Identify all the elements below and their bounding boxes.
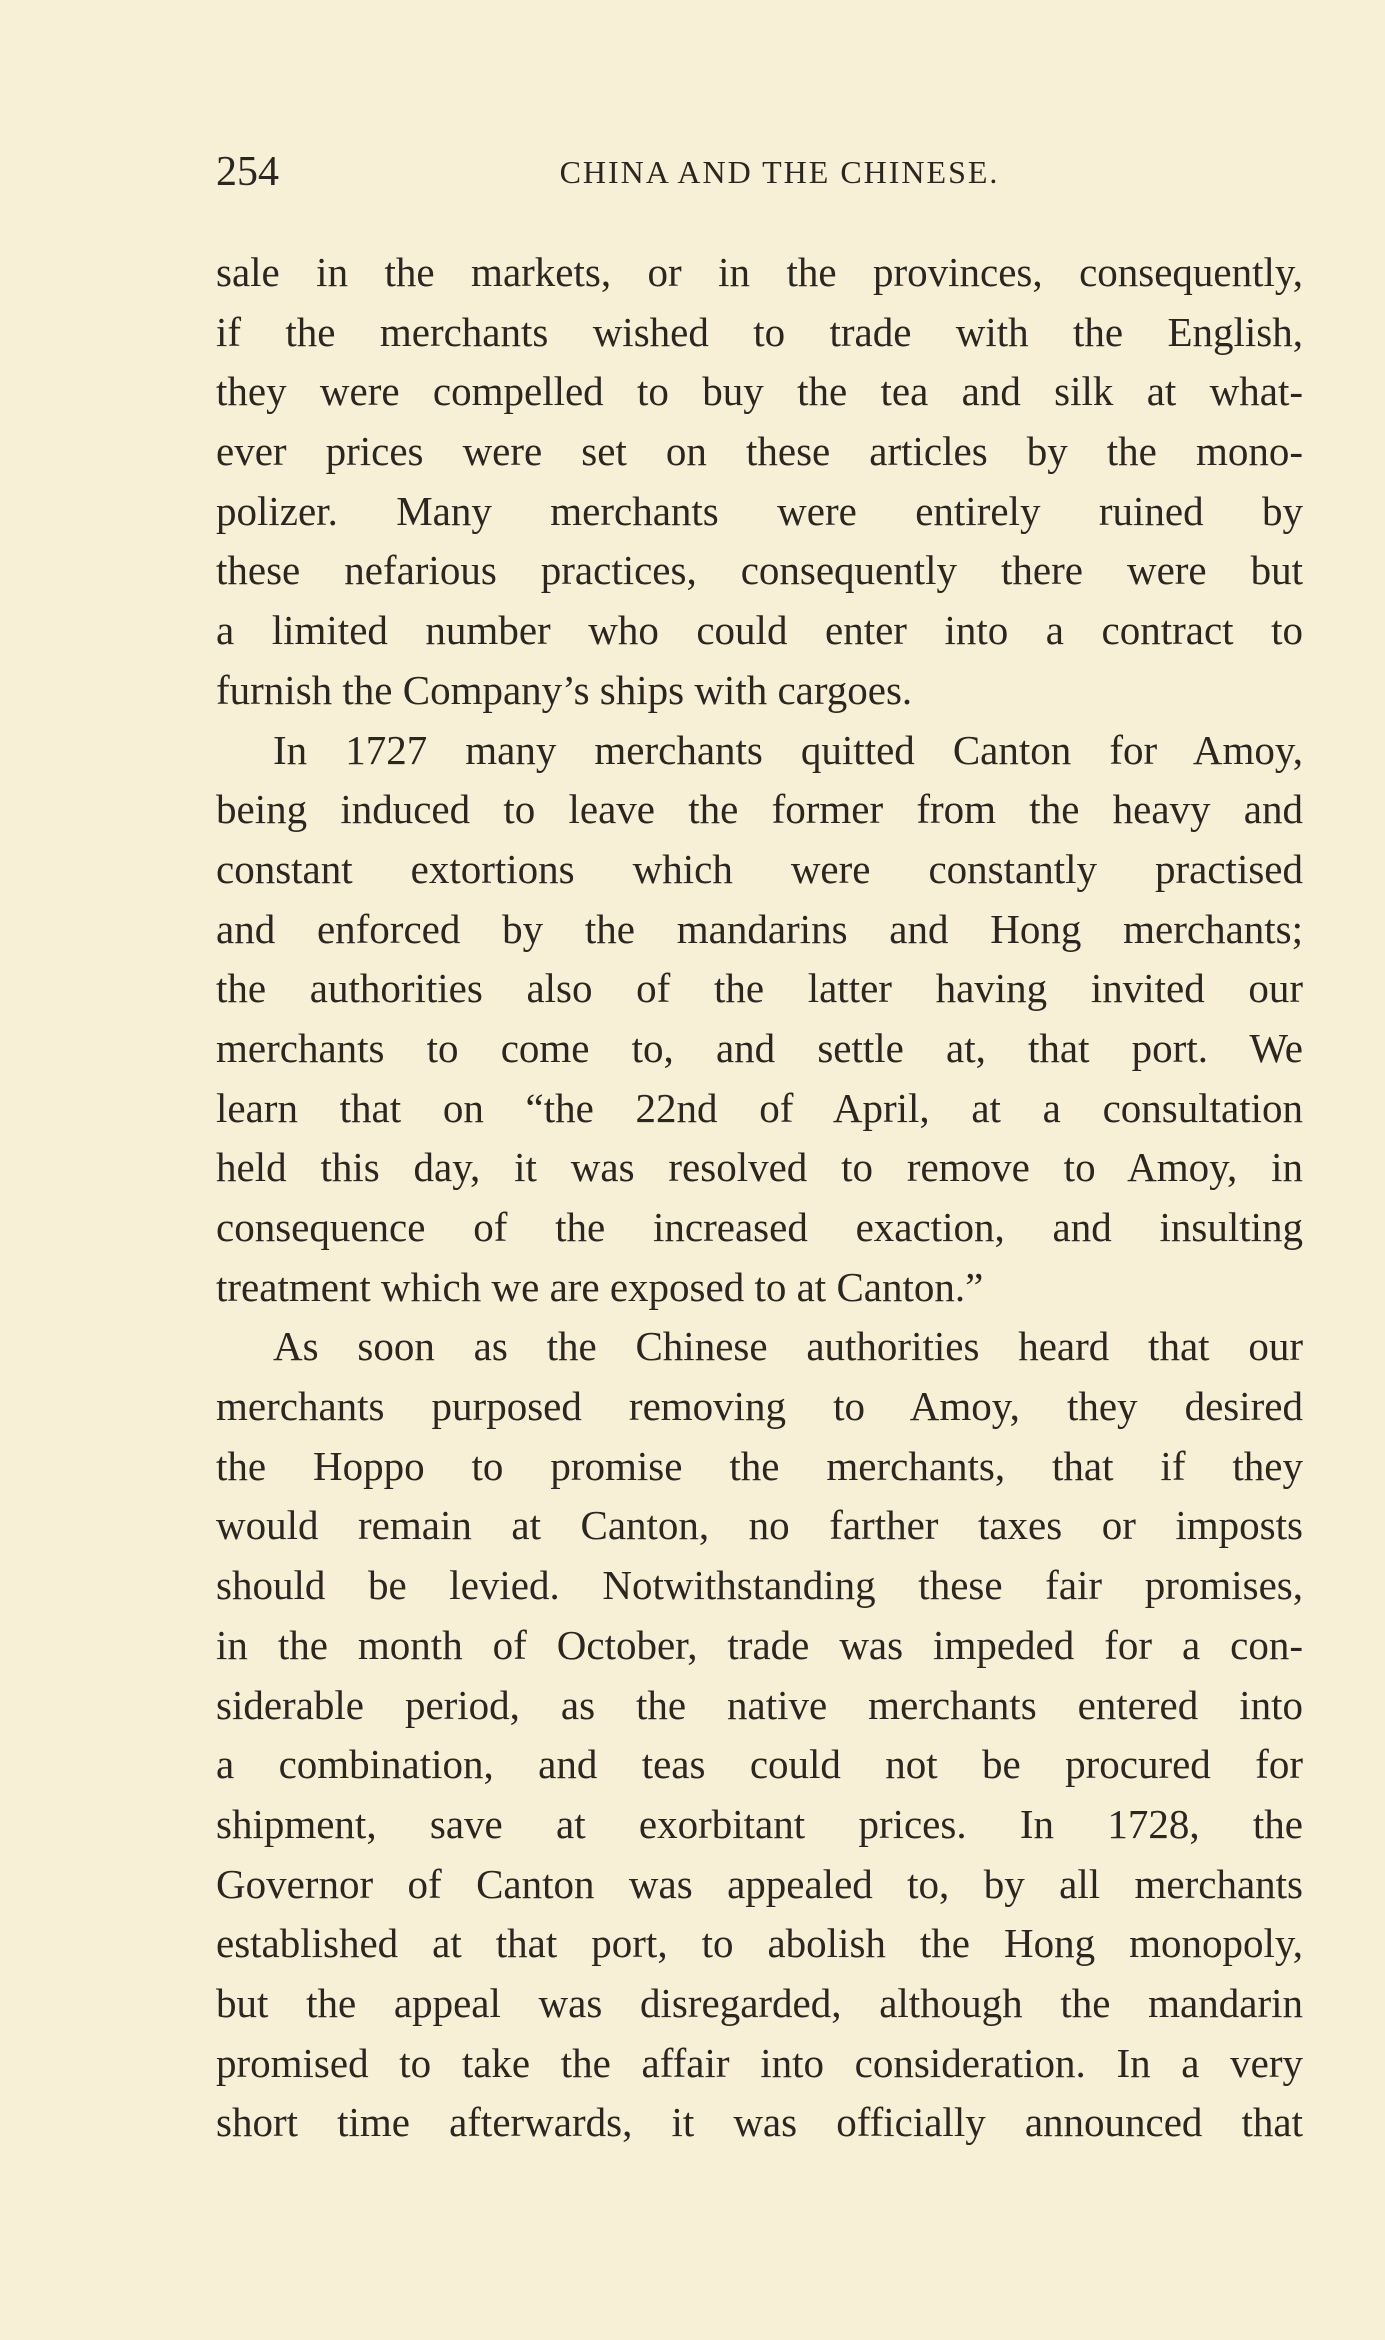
text-line: the Hoppo to promise the merchants, that if they [216, 1442, 1303, 1489]
text-line: As soon as the Chinese authorities heard that our [273, 1323, 1303, 1370]
text-line: furnish the Company’s ships with cargoes. [216, 666, 913, 713]
text-line: constant extortions which were constantly practised [216, 845, 1303, 892]
text-line: merchants purposed removing to Amoy, they desired [216, 1383, 1303, 1430]
text-line: a limited number who could enter into a contract to [216, 607, 1303, 654]
text-line: and enforced by the mandarins and Hong merchants; [216, 905, 1303, 952]
text-line: being induced to leave the former from the heavy and [216, 786, 1303, 833]
text-line: short time afterwards, it was officially announced that [216, 2099, 1303, 2146]
running-title: CHINA AND THE CHINESE. [559, 154, 1000, 190]
text-line: Governor of Canton was appealed to, by all merchants [216, 1860, 1303, 1907]
text-line: promised to take the affair into consideration. In a very [216, 2039, 1303, 2086]
text-line: ever prices were set on these articles by the mono- [216, 428, 1303, 475]
text-line: sale in the markets, or in the provinces, consequently, [216, 249, 1303, 295]
text-line: would remain at Canton, no farther taxes or imposts [216, 1502, 1303, 1549]
page-header [216, 148, 1303, 198]
text-line: treatment which we are exposed to at Canton.” [216, 1263, 984, 1310]
text-line: if the merchants wished to trade with the English, [216, 308, 1303, 355]
text-line: in the month of October, trade was impeded for a con- [216, 1621, 1303, 1668]
body-text [216, 243, 1303, 2153]
text-line: they were compelled to buy the tea and silk at what- [216, 368, 1303, 415]
text-line: learn that on “the 22nd of April, at a consultation [216, 1084, 1303, 1131]
text-line: the authorities also of the latter having invited our [216, 965, 1303, 1012]
text-line: established at that port, to abolish the Hong monopoly, [216, 1920, 1303, 1967]
text-line: but the appeal was disregarded, although the mandarin [216, 1979, 1303, 2026]
text-line: shipment, save at exorbitant prices. In 1728, the [216, 1800, 1303, 1847]
text-line: should be levied. Notwithstanding these fair promises, [216, 1562, 1303, 1609]
text-line: polizer. Many merchants were entirely ruined by [216, 487, 1303, 534]
page-number: 254 [216, 149, 279, 195]
text-line: held this day, it was resolved to remove to Amoy, in [216, 1144, 1303, 1191]
text-line: these nefarious practices, consequently there were but [216, 547, 1303, 594]
text-line: a combination, and teas could not be procured for [216, 1741, 1303, 1788]
text-line: merchants to come to, and settle at, that port. We [216, 1024, 1303, 1071]
text-line: consequence of the increased exaction, and insulting [216, 1204, 1303, 1250]
text-line: In 1727 many merchants quitted Canton for Amoy, [273, 726, 1303, 773]
text-line: siderable period, as the native merchants entered into [216, 1681, 1303, 1728]
